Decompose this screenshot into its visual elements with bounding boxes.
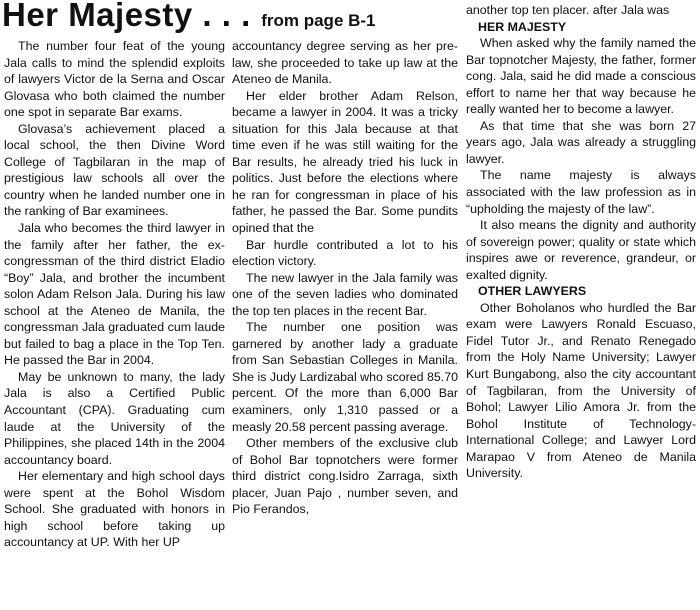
paragraph: another top ten placer. after Jala was: [466, 3, 670, 17]
headline-title: Her Majesty . . .: [2, 0, 251, 33]
headline-continuation: from page B-1: [261, 11, 376, 30]
subheading-other-lawyers: OTHER LAWYERS: [478, 284, 587, 299]
paragraph: Other members of the exclusive club of Bohol Bar topnotchers were former third district cong.Isidro Zarraga, sixth placer, Juan Pajo , number seven, and Pio Ferandos,: [232, 436, 458, 517]
article-column-3: [466, 2, 696, 482]
paragraph: May be unknown to many, the lady Jala is also a Certified Public Accountant (CPA). Graduating cum laude at the University of the Philippines, she placed 14th in the 2004 accountancy board.: [4, 369, 225, 467]
subheading-her-majesty: HER MAJESTY: [478, 19, 567, 34]
paragraph: Bar hurdle contributed a lot to his election victory.: [232, 237, 458, 269]
article-column-2: [232, 38, 458, 518]
article-column-1: [4, 38, 225, 551]
paragraph: Glovasa’s achievement placed a local school, the then Divine Word College of Tagbilaran in the map of prestigious law schools all over the country when he landed number one in the ranking of Bar examinees.: [4, 121, 225, 219]
headline: [2, 0, 376, 34]
paragraph: Her elder brother Adam Relson, became a lawyer in 2004. It was a tricky situation for this Jala because at that time even if he was still waiting for the Bar results, he already tried his luck in politics. Just before the elections where he ran for congressman in place of his father, he passed the Bar. Some pundits opined that the: [232, 88, 458, 236]
paragraph: Other Boholanos who hurdled the Bar exam were Lawyers Ronald Escuaso, Fidel Tutor Jr., and Renato Renegado from the Holy Name University; Lawyer Kurt Bungabong, also the city accountant of Tagbilaran, from the University of Bohol; Lawyer Lilio Amora Jr. from the Bohol Institute of Technology-International College; and Lawyer Lord Marapao V from Ateneo de Manila University.: [466, 300, 696, 481]
paragraph: It also means the dignity and authority of sovereign power; quality or state which inspires awe or reverence, grandeur, or exalted dignity.: [466, 218, 696, 282]
paragraph: Her elementary and high school days were spent at the Bohol Wisdom School. She graduated with honors in high school before taking up accountancy at UP. With her UP: [4, 469, 225, 550]
paragraph: The number one position was garnered by another lady a graduate from San Sebastian Colleges in Manila. She is Judy Lardizabal who scored 85.70 percent. Of the more than 6,000 Bar examiners, only 1,310 passed or a measly 20.58 percent passing average.: [232, 320, 458, 434]
paragraph: The new lawyer in the Jala family was one of the seven ladies who dominated the top ten places in the recent Bar.: [232, 270, 458, 318]
paragraph: The name majesty is always associated with the law profession as in “upholding the majesty of the law”.: [466, 168, 696, 216]
paragraph: The number four feat of the young Jala calls to mind the splendid exploits of lawyers Victor de la Serna and Oscar Glovasa who both claimed the number one spot in separate Bar exams.: [4, 39, 225, 120]
paragraph: Jala who becomes the third lawyer in the family after her father, the ex-congressman of the third district Eladio “Boy” Jala, and brother the incumbent solon Adam Relson Jala. During his law school at the Ateneo de Manila, the congressman Jala graduated cum laude but failed to bag a place in the Top Ten. He passed the Bar in 2004.: [4, 221, 225, 368]
paragraph: When asked why the family named the Bar topnotcher Majesty, the father, former cong. Jala, said he did made a conscious effort to name her that way because he really wanted her to become a lawyer.: [466, 36, 696, 117]
paragraph: As that time that she was born 27 years ago, Jala was already a struggling lawyer.: [466, 118, 696, 166]
paragraph: accountancy degree serving as her pre-law, she proceeded to take up law at the Ateneo de Manila.: [232, 39, 458, 87]
